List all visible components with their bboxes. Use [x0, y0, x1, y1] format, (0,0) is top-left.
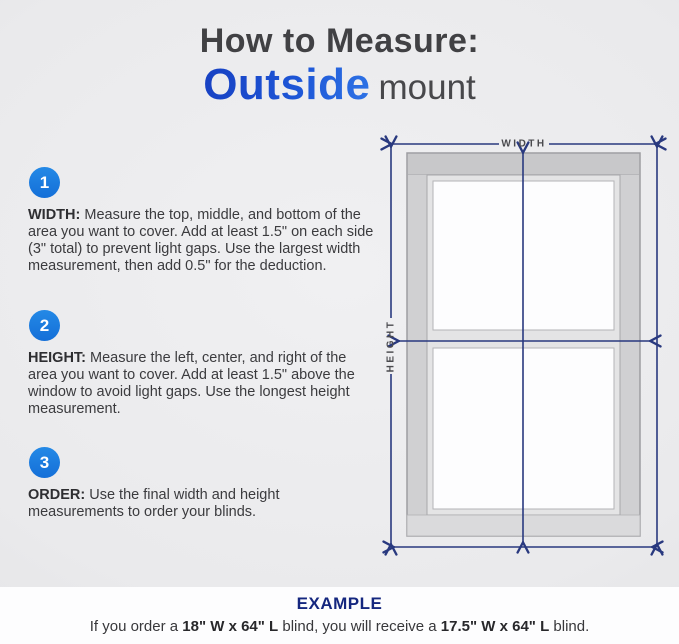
step-order: [28, 447, 380, 521]
step-3-text: [28, 487, 378, 521]
example-ordered-size: 18" W x 64" L: [182, 618, 279, 635]
width-dimension-label: WIDTH: [501, 138, 547, 150]
step-1-label: WIDTH:: [28, 207, 81, 223]
title-mount-type: Outside: [203, 59, 371, 109]
page-title: [0, 24, 679, 108]
example-heading: EXAMPLE: [296, 594, 383, 613]
step-width: [28, 167, 380, 275]
step-2-badge: 2: [29, 310, 60, 341]
step-2-body: Measure the left, center, and right of the area you want to cover. Add at least 1.5" above the window to avoid light gaps. Use the longest height measurement.: [28, 350, 355, 417]
step-3-label: ORDER:: [28, 487, 86, 503]
step-2-text: [28, 350, 378, 418]
title-line-2: [0, 59, 679, 109]
example-prefix: If you order a: [89, 618, 183, 635]
example-suffix: blind.: [549, 618, 590, 635]
window-measurement-diagram: [378, 130, 670, 590]
title-mount-word: mount: [378, 67, 476, 107]
step-1-text: [28, 207, 378, 275]
example-middle: blind, you will receive a: [278, 618, 441, 635]
step-1-body: Measure the top, middle, and bottom of the area you want to cover. Add at least 1.5" on each side (3" total) to prevent light gaps. Use the largest width measurement, then add 0.5" for the deduction.: [28, 207, 374, 274]
step-3-badge: 3: [29, 447, 60, 478]
step-2-label: HEIGHT:: [28, 350, 86, 366]
example-sentence: [0, 618, 679, 635]
step-3-body: Use the final width and height measurements to order your blinds.: [28, 487, 280, 520]
title-line-1: How to Measure:: [199, 22, 480, 60]
height-dimension-label: HEIGHT: [385, 319, 397, 373]
step-height: [28, 310, 380, 418]
example-section: [0, 587, 679, 644]
step-1-badge: 1: [29, 167, 60, 198]
example-received-size: 17.5" W x 64" L: [440, 618, 550, 635]
